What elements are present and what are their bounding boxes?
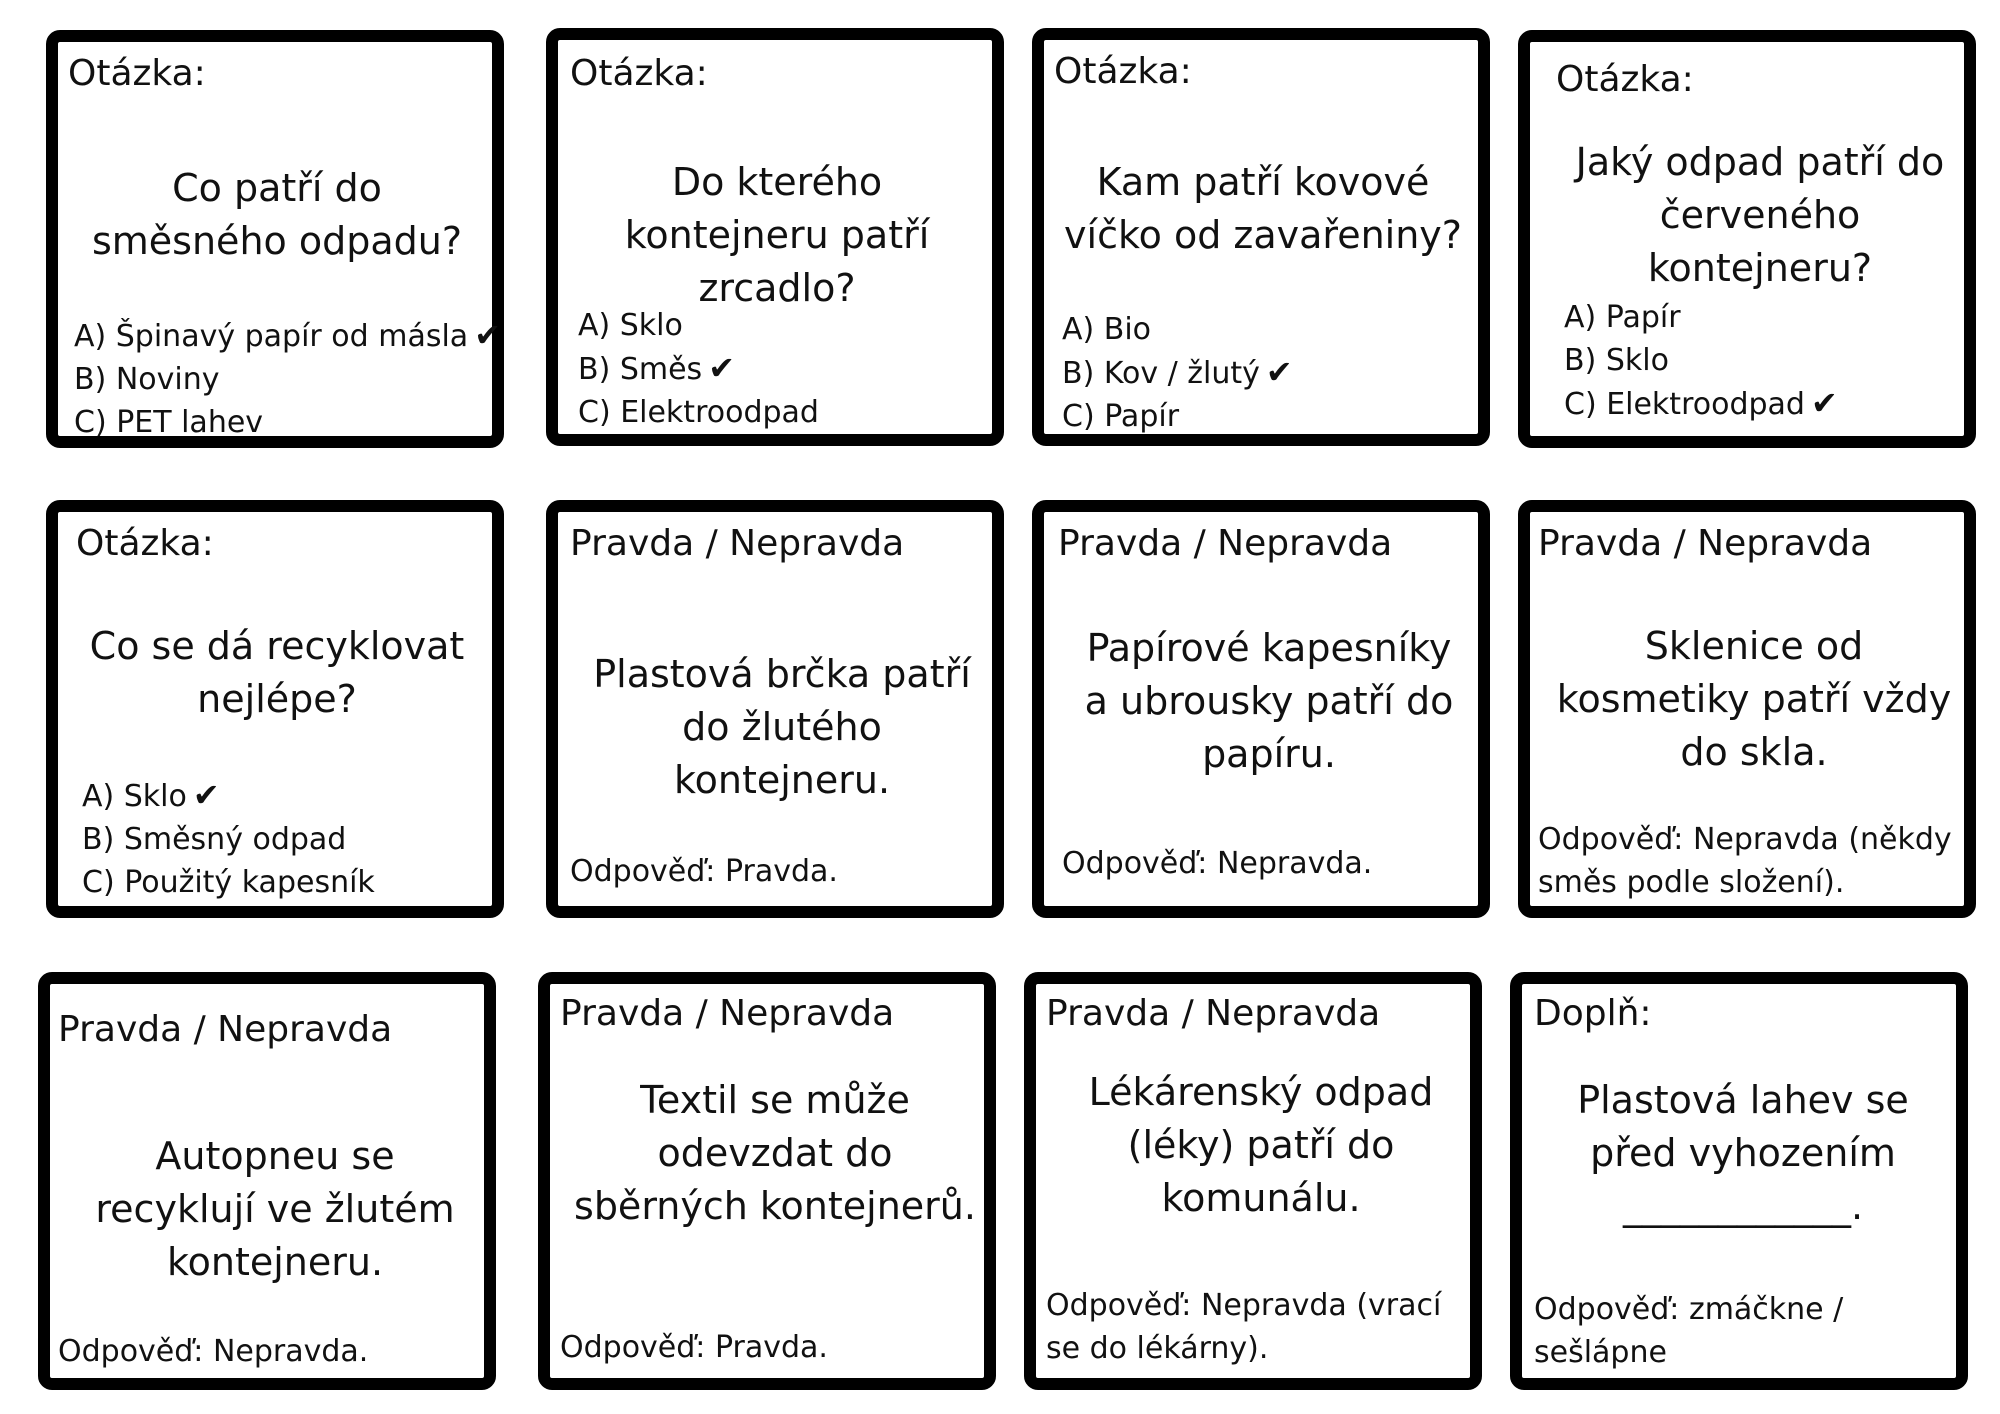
fill-in-card xyxy=(1510,972,1968,1390)
truefalse-card-6 xyxy=(1024,972,1482,1390)
truefalse-card-4 xyxy=(38,972,496,1390)
truefalse-card-3 xyxy=(1518,500,1976,918)
card-heading: Otázka: xyxy=(570,53,708,94)
card-question: Kam patří kovové víčko od zavařeniny? xyxy=(1064,160,1462,257)
card-statement: Autopneu se recyklují ve žlutém kontejneru. xyxy=(95,1134,455,1284)
card-heading: Pravda / Nepravda xyxy=(1538,523,1873,564)
card-heading: Otázka: xyxy=(68,53,206,94)
quiz-card-4 xyxy=(1518,30,1976,448)
card-statement: Plastová lahev se před vyhozením ____________. xyxy=(1577,1078,1909,1228)
card-answer: Odpověď: Nepravda. xyxy=(58,1334,369,1369)
card-statement: Plastová brčka patří do žlutého kontejneru. xyxy=(593,652,971,802)
truefalse-card-2 xyxy=(1032,500,1490,918)
option-b: B) Kov / žlutý ✔ xyxy=(1062,353,1293,391)
quiz-card-3 xyxy=(1032,28,1490,446)
option-c: C) Použitý kapesník xyxy=(82,865,375,900)
card-heading: Pravda / Nepravda xyxy=(1046,993,1381,1034)
card-answer: Odpověď: Nepravda (někdy směs podle složení). xyxy=(1538,822,1952,900)
option-c: C) Elektroodpad xyxy=(578,395,819,430)
card-heading: Pravda / Nepravda xyxy=(58,1009,393,1050)
option-b: B) Sklo xyxy=(1564,343,1669,378)
card-heading: Otázka: xyxy=(1054,51,1192,92)
card-answer: Odpověď: Nepravda (vrací se do lékárny). xyxy=(1046,1288,1442,1366)
card-answer: Odpověď: zmáčkne / sešlápne xyxy=(1534,1292,1844,1370)
card-options xyxy=(1564,296,1838,426)
card-question: Co patří do směsného odpadu? xyxy=(91,166,463,263)
option-a: A) Sklo ✔ xyxy=(82,776,220,814)
card-statement: Textil se může odevzdat do sběrných kontejnerů. xyxy=(574,1078,976,1228)
card-answer: Odpověď: Pravda. xyxy=(570,854,838,889)
truefalse-card-5 xyxy=(538,972,996,1390)
card-answer: Odpověď: Pravda. xyxy=(560,1330,828,1365)
card-heading: Otázka: xyxy=(76,523,214,564)
option-c: C) Papír xyxy=(1062,399,1180,434)
check-icon: ✔ xyxy=(1265,353,1293,391)
card-heading: Otázka: xyxy=(1556,59,1694,100)
quiz-card-2 xyxy=(546,28,1004,446)
option-c: C) Elektroodpad ✔ xyxy=(1564,384,1838,422)
check-icon: ✔ xyxy=(708,349,735,387)
quiz-card-5 xyxy=(46,500,504,918)
check-icon: ✔ xyxy=(474,316,502,354)
truefalse-card-1 xyxy=(546,500,1004,918)
option-c: C) PET lahev xyxy=(74,405,264,440)
option-a: A) Papír xyxy=(1564,300,1681,335)
check-icon: ✔ xyxy=(192,776,220,814)
quiz-card-1 xyxy=(46,30,504,448)
option-b: B) Směsný odpad xyxy=(82,822,347,857)
card-heading: Pravda / Nepravda xyxy=(570,523,905,564)
card-question: Do kterého kontejneru patří zrcadlo? xyxy=(624,160,930,310)
card-options xyxy=(1062,308,1293,438)
option-b: B) Noviny xyxy=(74,362,220,397)
card-options xyxy=(74,314,501,444)
card-statement: Lékárenský odpad (léky) patří do komunálu. xyxy=(1088,1070,1434,1220)
check-icon: ✔ xyxy=(1810,384,1838,422)
card-heading: Pravda / Nepravda xyxy=(560,993,895,1034)
card-question: Jaký odpad patří do červeného kontejneru? xyxy=(1575,140,1945,290)
card-heading: Pravda / Nepravda xyxy=(1058,523,1393,564)
card-statement: Sklenice od kosmetiky patří vždy do skla. xyxy=(1556,624,1952,774)
option-b: B) Směs ✔ xyxy=(578,349,735,387)
option-a: A) Bio xyxy=(1062,312,1152,347)
card-heading: Doplň: xyxy=(1534,993,1652,1034)
card-question: Co se dá recyklovat nejlépe? xyxy=(89,624,465,721)
card-answer: Odpověď: Nepravda. xyxy=(1062,846,1373,881)
card-options xyxy=(578,304,819,434)
card-options xyxy=(82,774,375,904)
option-a: A) Sklo xyxy=(578,308,683,343)
option-a: A) Špinavý papír od másla ✔ xyxy=(74,316,502,354)
card-statement: Papírové kapesníky a ubrousky patří do papíru. xyxy=(1084,626,1454,776)
